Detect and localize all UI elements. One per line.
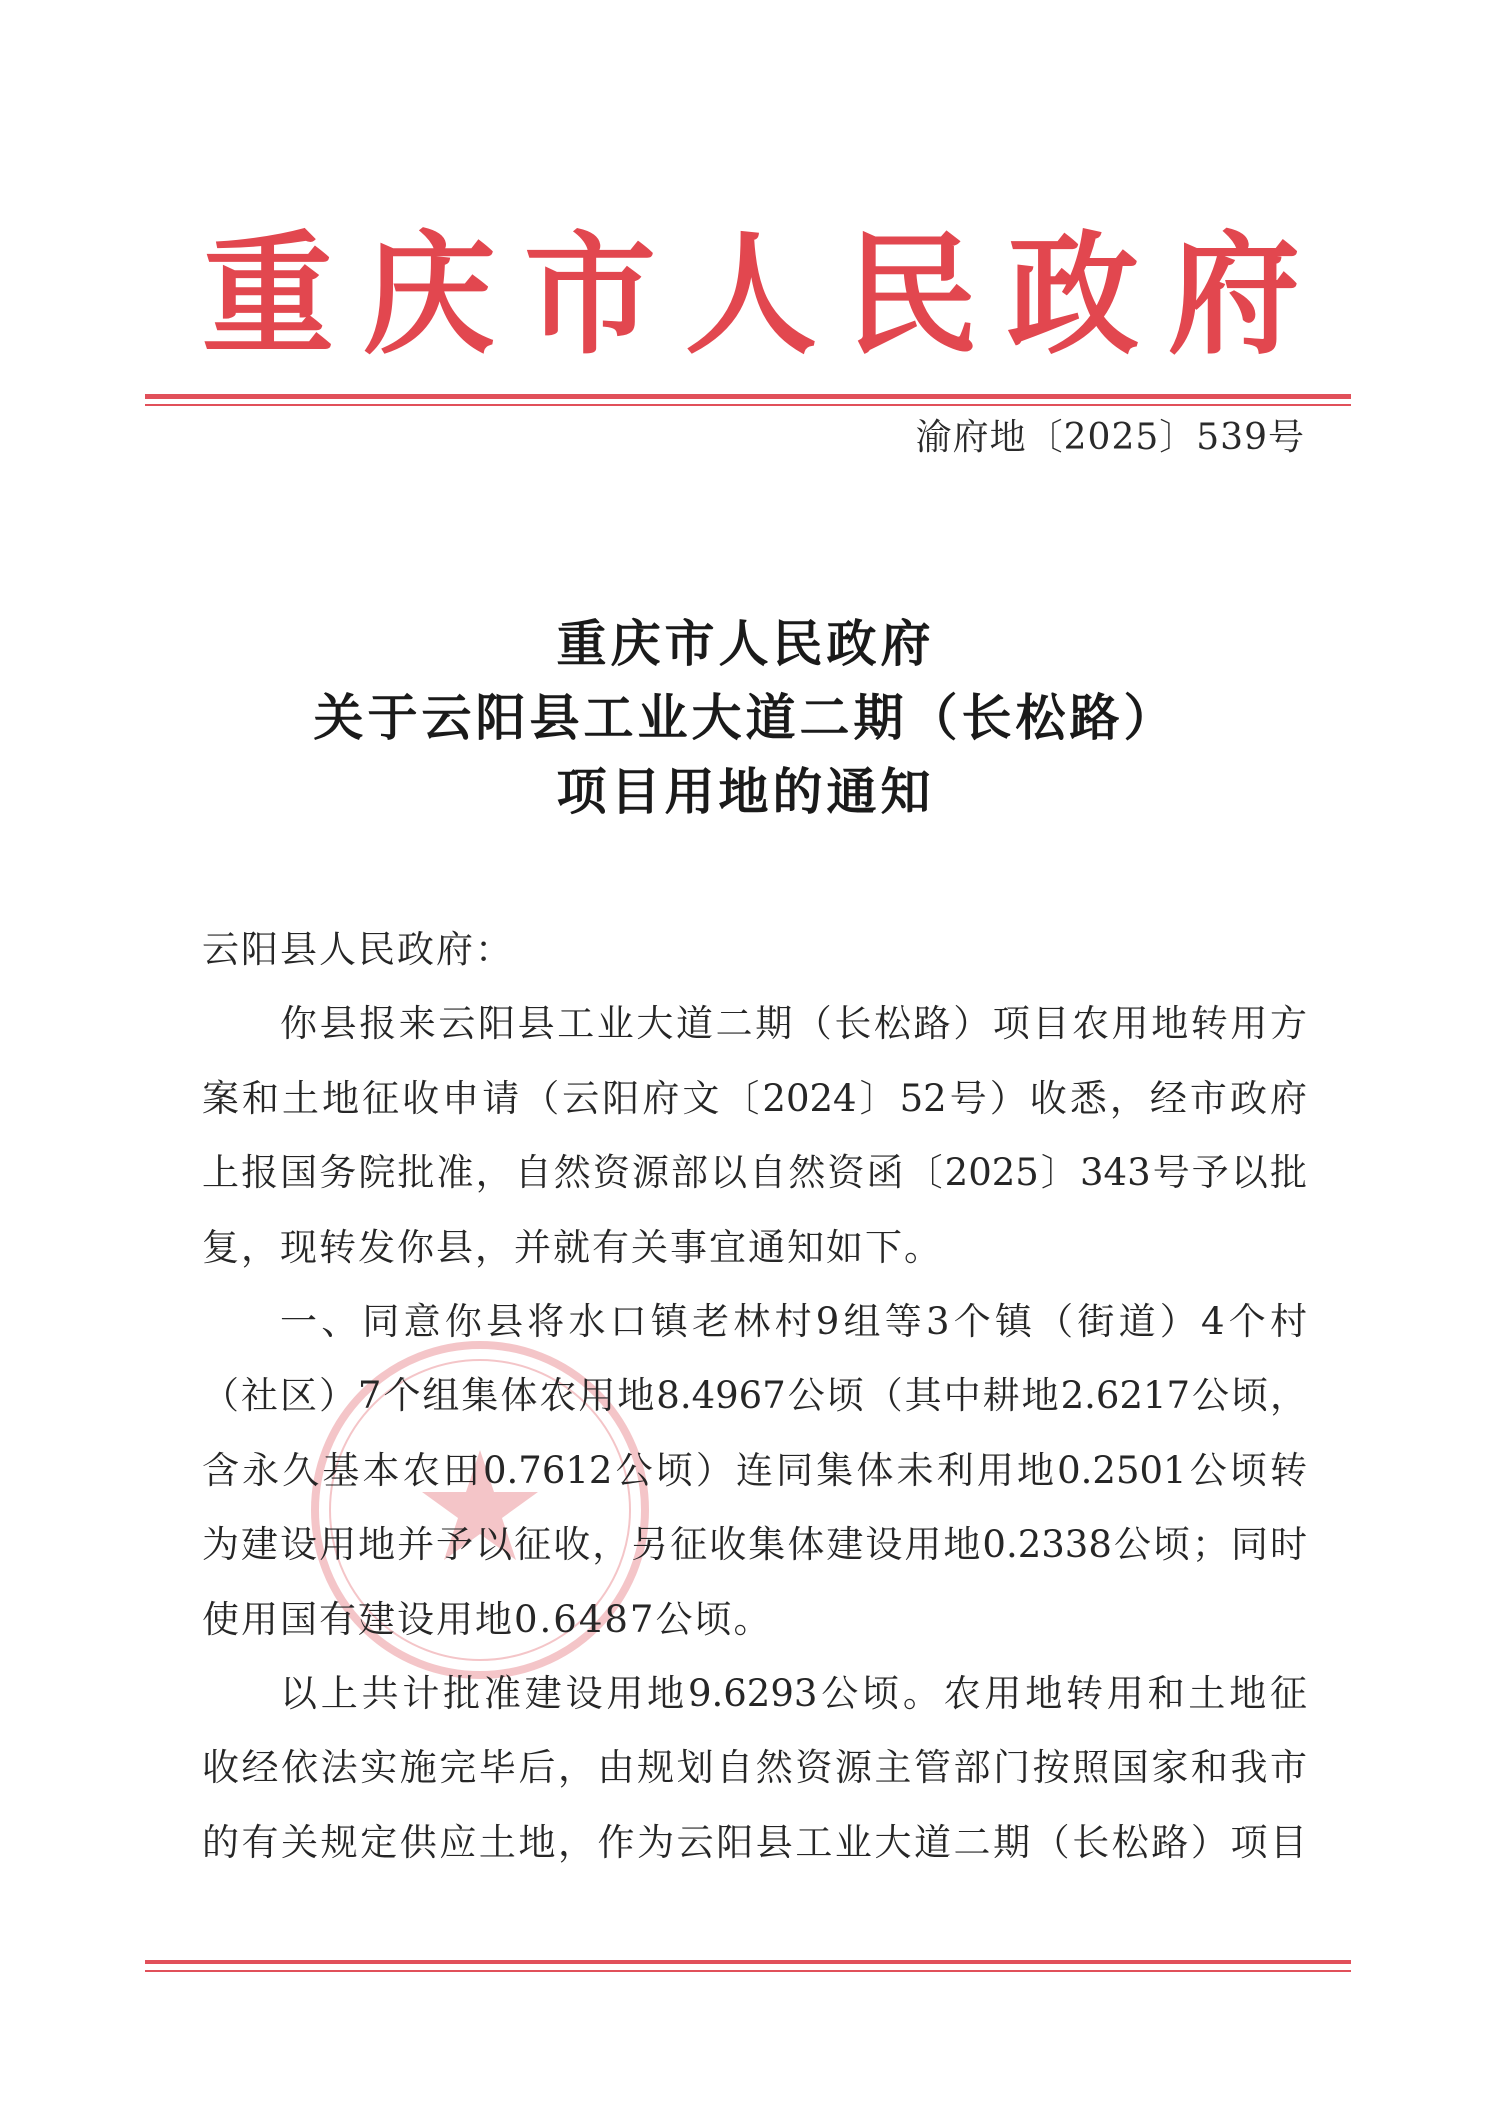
masthead-title: 重庆市人民政府 — [202, 218, 1300, 373]
paragraph-2-line: 使用国有建设用地0.6487公顷。 — [202, 1597, 773, 1641]
paragraph-3-line: 的有关规定供应土地，作为云阳县工业大道二期（长松路）项目 — [202, 1820, 1307, 1864]
footer-rule-thin — [145, 1970, 1351, 1972]
paragraph-1-line: 复，现转发你县，并就有关事宜通知如下。 — [202, 1225, 943, 1269]
masthead-rule-thin — [145, 404, 1351, 406]
title-line-3: 项目用地的通知 — [556, 762, 935, 821]
title-line-1: 重庆市人民政府 — [556, 614, 935, 673]
masthead-rule-thick — [145, 394, 1351, 399]
paragraph-1-line: 上报国务院批准，自然资源部以自然资函〔2025〕343号予以批 — [202, 1151, 1307, 1195]
footer-rule-thick — [145, 1960, 1351, 1964]
paragraph-2-line: 一、同意你县将水口镇老林村9组等3个镇（街道）4个村 — [280, 1299, 1307, 1343]
paragraph-2-line: 为建设用地并予以征收，另征收集体建设用地0.2338公顷；同时 — [202, 1523, 1307, 1567]
paragraph-1-line: 你县报来云阳县工业大道二期（长松路）项目农用地转用方 — [280, 1002, 1307, 1046]
paragraph-3-line: 收经依法实施完毕后，由规划自然资源主管部门按照国家和我市 — [202, 1746, 1307, 1790]
document-body — [202, 913, 1307, 1880]
title-line-2: 关于云阳县工业大道二期（长松路） — [313, 688, 1178, 747]
document-number: 渝府地〔2025〕539号 — [915, 417, 1305, 458]
paragraph-2-line: （社区）7个组集体农用地8.4967公顷（其中耕地2.6217公顷， — [202, 1374, 1307, 1418]
paragraph-3-line: 以上共计批准建设用地9.6293公顷。农用地转用和土地征 — [280, 1671, 1307, 1715]
paragraph-1-line: 案和土地征收申请（云阳府文〔2024〕52号）收悉，经市政府 — [202, 1076, 1307, 1120]
salutation: 云阳县人民政府： — [202, 928, 514, 971]
paragraph-2-line: 含永久基本农田0.7612公顷）连同集体未利用地0.2501公顷转 — [202, 1448, 1307, 1492]
document-title — [0, 607, 1487, 829]
